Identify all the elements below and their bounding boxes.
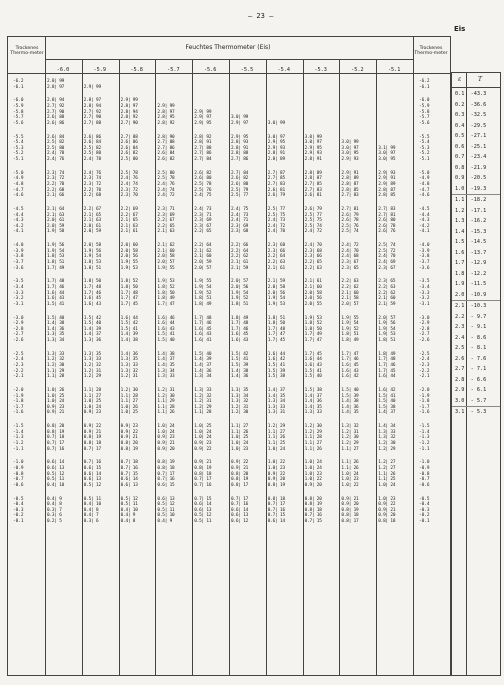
column-rule — [119, 59, 120, 675]
side-row: 1.1 -18.2 — [455, 197, 487, 203]
table-cell: 2.2| 64 2.1| 62 2.1| 60 2.0| 59 2.0| 57 — [194, 243, 212, 271]
table-cell: 1.8| 49 1.7| 48 1.7| 46 1.7| 45 1.6| 44 — [378, 351, 396, 380]
table-cell: 1.0| 25 1.0| 24 1.0| 24 0.9| 23 0.9| 22 — [194, 424, 212, 452]
side-row: 1.0 -19.3 — [452, 184, 500, 196]
row-label-right: -0.5 -0.4 -0.3 -0.2 -0.1 — [419, 496, 430, 524]
column-rule — [45, 37, 46, 675]
column-header: -5.5 — [240, 67, 254, 73]
table-cell: 2.3| 71 2.3| 69 2.2| 67 2.2| 65 2.1| 63 — [157, 207, 175, 235]
table-cell: 1.8| 49 1.7| 48 1.7| 46 1.6| 45 1.6| 43 — [231, 315, 249, 343]
row-label-left: -5.5 -5.4 -5.3 -5.2 -5.1 — [13, 134, 24, 162]
side-header-t: T — [478, 76, 483, 83]
table-cell: 0.7| 16 0.6| 15 0.6| 14 0.6| 13 0.5| 12 — [83, 460, 101, 488]
row-label-right: -1.5 -1.4 -1.3 -1.2 -1.1 — [419, 424, 430, 452]
table-cell: 1.3| 32 1.2| 31 1.2| 30 1.2| 29 1.1| 27 — [341, 424, 359, 452]
table-cell: 1.3| 33 1.2| 32 1.2| 30 1.1| 29 1.1| 28 — [47, 351, 65, 380]
side-row: 0.8 -21.9 — [455, 164, 487, 171]
table-cell: 2.9| 91 2.8| 89 2.8| 87 2.8| 85 2.7| 83 — [341, 170, 359, 199]
row-label-left: -2.0 -1.9 -1.8 -1.7 -1.6 — [13, 388, 24, 416]
table-cell: 1.8| 50 1.7| 48 1.7| 46 1.6| 45 1.6| 43 — [83, 279, 101, 307]
table-cell: 2.7| 87 2.7| 85 2.7| 83 2.6| 81 2.6| 79 — [267, 170, 285, 199]
side-row: 0.1 -43.3 — [455, 91, 487, 97]
table-cell: 2.8| 92 2.8| 91 2.7| 88 2.7| 86 2.7| 84 — [194, 134, 212, 162]
row-label-left: -5.0 -4.9 -4.8 -4.7 -4.6 — [13, 170, 24, 199]
table-cell: 2.7| 84 2.6| 82 2.6| 80 2.5| 79 2.5| 77 — [231, 170, 249, 199]
side-row: 1.3 -16.2 — [455, 218, 487, 224]
column-header: -5.4 — [277, 67, 291, 73]
page-number: — 23 — — [248, 12, 274, 20]
table-cell: 2.1| 64 2.1| 63 2.0| 61 2.0| 59 1.9| 58 — [47, 207, 65, 235]
table-cell: 2.8| 99 2.8| 97 — [47, 79, 65, 90]
table-cell: 1.0| 24 1.0| 24 1.0| 23 1.0| 22 0.9| 20 — [304, 460, 322, 488]
table-cell: 2.7| 83 2.7| 81 2.6| 80 2.6| 78 2.6| 76 — [378, 207, 396, 235]
row-label-left: -6.0 -5.9 -5.8 -5.7 -5.6 — [13, 98, 24, 126]
table-cell: 3.0| 99 3.0| 97 2.9| 95 2.9| 93 2.8| 91 — [304, 134, 322, 162]
table-cell: 1.5| 42 1.5| 40 1.4| 39 1.4| 37 1.3| 36 — [83, 315, 101, 343]
table-cell: 3.1| 99 3.0| 97 3.0| 95 — [378, 145, 396, 162]
side-table-header — [452, 73, 500, 88]
table-cell: 0.8| 19 0.8| 18 0.7| 17 0.7| 16 0.6| 15 — [157, 460, 175, 488]
table-cell: 0.9| 22 0.9| 21 0.8| 20 0.8| 19 0.8| 17 — [231, 460, 249, 488]
table-cell: 1.1| 28 1.1| 27 1.0| 25 1.0| 24 0.9| 23 — [83, 388, 101, 416]
table-cell: 1.9| 55 1.9| 54 1.9| 52 1.8| 51 1.8| 49 — [341, 315, 359, 343]
table-cell: 1.3| 33 1.2| 32 1.2| 31 1.2| 29 1.1| 28 — [194, 388, 212, 416]
side-row: 1.4 -15.3 — [455, 228, 487, 235]
table-cell: 1.0| 26 1.0| 25 1.0| 24 0.9| 23 0.9| 21 — [47, 388, 65, 416]
side-header-e: ε — [458, 76, 462, 83]
table-cell: 1.5| 38 1.4| 37 1.4| 36 1.4| 35 1.3| 33 — [304, 388, 322, 416]
table-cell: 2.9| 93 2.9| 91 2.9| 89 2.8| 87 2.8| 85 — [378, 170, 396, 199]
side-row: 2.8 - 6.6 — [455, 376, 487, 383]
side-row: 0.2 -36.6 — [455, 101, 487, 108]
table-cell: 1.3| 35 1.3| 33 1.2| 32 1.2| 31 1.2| 29 — [83, 351, 101, 380]
table-cell: 0.8| 18 0.7| 17 0.7| 16 0.7| 15 0.6| 14 — [267, 496, 285, 524]
main-header-rule — [45, 59, 413, 60]
row-label-right: -3.0 -2.9 -2.8 -2.7 -2.6 — [419, 315, 430, 343]
header-rule — [8, 73, 450, 74]
side-row: 1.7 -12.9 — [455, 260, 487, 266]
table-cell: 2.0| 57 1.9| 56 1.9| 54 1.9| 53 1.8| 51 — [378, 315, 396, 343]
column-header: -5.8 — [130, 67, 143, 73]
row-label-left: -3.5 -3.4 -3.3 -3.2 -3.1 — [13, 279, 24, 307]
table-cell: 0.9| 21 0.9| 20 0.8| 19 0.8| 18 0.8| 17 — [341, 496, 359, 524]
row-label-left: -1.5 -1.4 -1.3 -1.2 -1.1 — [13, 424, 24, 452]
row-label-right: -2.0 -1.9 -1.8 -1.7 -1.6 — [419, 388, 430, 416]
table-cell: 1.1| 27 1.1| 26 1.0| 25 1.0| 24 1.0| 23 — [231, 424, 249, 452]
right-header: Trockenes Thermo-meter — [414, 46, 448, 57]
side-row: 1.2 -17.1 — [455, 207, 487, 214]
table-cell: 2.5| 74 2.5| 72 2.4| 70 2.4| 69 2.3| 67 — [378, 243, 396, 271]
row-label-left: -3.0 -2.9 -2.8 -2.7 -2.6 — [13, 315, 24, 343]
column-rule — [413, 37, 414, 675]
column-header: -5.2 — [351, 67, 364, 73]
side-row: 1.6 -13.7 — [455, 249, 487, 256]
table-cell: 3.0| 99 — [267, 120, 285, 126]
table-cell: 1.9| 56 1.9| 54 1.8| 53 1.8| 51 1.7| 49 — [47, 243, 65, 271]
side-row: 2.3 - 9.1 — [455, 324, 487, 330]
table-cell: 0.8| 20 0.8| 19 0.7| 18 0.7| 17 0.7| 16 — [47, 424, 65, 452]
side-row: 0.7 -23.4 — [455, 154, 487, 160]
side-row: 2.6 - 7.6 — [455, 355, 487, 362]
side-row: 2.9 - 6.1 — [455, 387, 487, 393]
table-cell: 2.8| 89 2.8| 87 2.7| 85 2.7| 83 2.6| 81 — [304, 170, 322, 199]
table-cell: 1.2| 30 1.1| 28 1.1| 27 1.0| 26 1.0| 25 — [120, 388, 138, 416]
table-cell: 2.1| 61 2.1| 60 2.0| 58 2.0| 56 2.0| 55 — [304, 279, 322, 307]
table-cell: 1.0| 22 1.0| 23 0.9| 22 0.9| 20 0.8| 19 — [267, 460, 285, 488]
table-cell: 0.6| 13 0.5| 12 0.5| 11 0.5| 10 0.4| 9 — [157, 496, 175, 524]
column-rule — [376, 59, 377, 675]
table-cell: 1.0| 23 0.9| 22 0.9| 21 0.9| 20 0.8| 18 — [378, 496, 396, 524]
side-table — [451, 72, 501, 676]
table-cell: 0.8| 20 0.8| 19 0.8| 18 0.7| 16 0.7| 15 — [304, 496, 322, 524]
table-cell: 1.4| 36 1.3| 35 1.3| 33 1.3| 32 1.2| 31 — [120, 351, 138, 380]
side-row: 2.7 - 7.1 — [455, 366, 487, 372]
table-cell: 1.6| 44 1.5| 42 1.5| 41 1.4| 39 1.4| 38 — [120, 315, 138, 343]
table-cell: 2.9| 95 2.8| 93 2.8| 91 2.8| 88 2.7| 86 — [231, 134, 249, 162]
table-cell: 1.8| 51 1.8| 50 1.7| 48 1.7| 47 1.7| 45 — [267, 315, 285, 343]
column-rule — [229, 59, 230, 675]
side-row: 2.2 - 9.7 — [455, 313, 487, 320]
column-rule — [303, 59, 304, 675]
row-label-right: -5.5 -5.4 -5.3 -5.2 -5.1 — [419, 134, 430, 162]
table-cell: 2.8| 94 2.7| 92 2.7| 90 2.6| 88 2.6| 86 — [47, 98, 65, 126]
column-rule — [339, 59, 340, 675]
table-cell: 2.6| 84 2.5| 82 2.5| 80 2.4| 78 2.4| 76 — [47, 134, 65, 162]
column-header: -5.6 — [203, 67, 217, 73]
table-cell: 0.5| 11 0.4| 10 0.4| 8 0.4| 7 0.3| 6 — [83, 496, 101, 524]
side-row: 1.9 -11.5 — [455, 281, 487, 287]
table-cell: 2.2| 66 2.2| 64 2.2| 62 2.1| 61 2.1| 59 — [231, 243, 249, 271]
table-cell: 2.9| 99 — [83, 84, 101, 90]
table-cell: 1.3| 35 1.3| 34 1.3| 32 1.2| 31 1.2| 30 — [231, 388, 249, 416]
column-rule — [82, 59, 83, 675]
table-cell: 2.4| 75 2.4| 73 2.4| 71 2.3| 69 2.3| 68 — [231, 207, 249, 235]
table-cell: 1.4| 37 1.4| 35 1.3| 34 1.3| 33 1.3| 31 — [267, 388, 285, 416]
table-cell: 0.7| 18 0.7| 16 0.7| 15 0.6| 14 0.6| 13 — [120, 460, 138, 488]
table-cell: 1.4| 34 1.3| 33 1.3| 32 1.2| 30 1.2| 29 — [378, 424, 396, 452]
row-label-left: -6.2 -6.1 — [13, 79, 24, 90]
column-rule — [266, 59, 267, 675]
table-cell: 2.0| 57 2.0| 56 1.9| 54 1.9| 52 1.8| 51 — [231, 279, 249, 307]
table-cell: 2.4| 73 2.3| 71 2.3| 69 2.3| 67 2.2| 65 — [194, 207, 212, 235]
side-row: 0.9 -20.5 — [455, 175, 487, 181]
table-cell: 0.7| 17 0.7| 16 0.6| 14 0.6| 13 0.6| 12 — [231, 496, 249, 524]
column-header: -5.3 — [314, 67, 327, 73]
table-cell: 0.9| 22 0.9| 21 0.8| 19 0.8| 18 0.7| 17 — [83, 424, 101, 452]
main-header: Feuchtes Thermometer (Eis) — [185, 44, 271, 51]
column-rule — [192, 59, 193, 675]
table-cell: 1.7| 48 1.7| 46 1.6| 44 1.6| 43 1.5| 41 — [47, 279, 65, 307]
table-cell: 1.5| 42 1.5| 41 1.5| 39 1.4| 38 1.4| 36 — [231, 351, 249, 380]
table-cell: 2.9| 99 2.8| 97 2.8| 94 2.8| 92 2.7| 90 — [120, 98, 138, 126]
table-cell: 0.9| 23 0.9| 22 0.9| 21 0.8| 20 0.8| 19 — [120, 424, 138, 452]
table-cell: 1.6| 42 1.5| 41 1.5| 40 1.5| 38 1.4| 37 — [378, 388, 396, 416]
table-cell: 0.5| 12 0.5| 11 0.4| 10 0.4| 9 0.4| 8 — [120, 496, 138, 524]
table-cell: 1.2| 31 1.2| 30 1.1| 29 1.1| 28 1.1| 26 — [157, 388, 175, 416]
table-cell: 2.9| 99 2.8| 97 2.8| 95 2.8| 92 — [157, 103, 175, 126]
table-cell: 1.2| 30 1.2| 29 1.1| 28 1.1| 27 1.1| 26 — [304, 424, 322, 452]
table-cell: 1.8| 52 1.8| 50 1.7| 48 1.7| 47 1.7| 45 — [120, 279, 138, 307]
side-row: 2.1 -10.3 — [455, 303, 487, 309]
side-row: 0.5 -27.1 — [455, 133, 487, 139]
row-label-right: -6.2 -6.1 — [419, 79, 430, 90]
side-row: 1.8 -12.2 — [455, 270, 487, 277]
table-cell: 2.4| 70 2.3| 68 2.3| 66 2.2| 65 2.2| 63 — [304, 243, 322, 271]
side-row: 2.4 - 8.6 — [455, 334, 487, 341]
column-header: -6.0 — [56, 67, 70, 73]
table-cell: 2.5| 78 2.4| 76 2.4| 74 2.3| 72 2.3| 70 — [120, 170, 138, 199]
row-label-right: -4.0 -3.9 -3.8 -3.7 -3.6 — [419, 243, 430, 271]
row-label-right: -2.5 -2.4 -2.3 -2.2 -2.1 — [419, 351, 430, 380]
row-label-right: -3.5 -3.4 -3.3 -3.2 -3.1 — [419, 279, 430, 307]
table-cell: 3.0| 97 2.9| 95 2.9| 93 2.8| 91 2.8| 89 — [267, 134, 285, 162]
table-cell: 1.0| 24 1.0| 24 0.9| 23 0.9| 21 0.9| 20 — [157, 424, 175, 452]
table-cell: 1.2| 27 1.2| 27 1.1| 26 1.1| 25 1.0| 24 — [378, 460, 396, 488]
table-cell: 2.6| 86 2.6| 84 2.5| 82 2.5| 80 2.4| 78 — [83, 134, 101, 162]
table-cell: 1.5| 40 1.5| 39 1.4| 38 1.4| 36 1.4| 35 — [341, 388, 359, 416]
side-row: 0.4 -29.5 — [455, 122, 487, 129]
side-row: 0.3 -32.5 — [455, 112, 487, 118]
row-label-right: -6.0 -5.9 -5.8 -5.7 -5.6 — [419, 98, 430, 126]
table-cell: 2.3| 74 2.3| 72 2.2| 70 2.2| 68 2.1| 66 — [47, 170, 65, 199]
table-cell: 2.6| 82 2.6| 80 2.5| 78 2.5| 76 2.4| 75 — [194, 170, 212, 199]
table-cell: 1.4| 38 1.4| 37 1.4| 35 1.3| 34 1.3| 33 — [157, 351, 175, 380]
side-table-rows — [452, 89, 500, 418]
table-cell: 2.3| 68 2.3| 66 2.2| 64 2.2| 63 2.1| 61 — [267, 243, 285, 271]
table-cell: 1.1| 26 1.1| 26 1.0| 24 1.0| 23 1.0| 22 — [341, 460, 359, 488]
table-cell: 1.2| 29 1.1| 27 1.1| 26 1.1| 25 1.0| 24 — [267, 424, 285, 452]
table-cell: 0.9| 21 0.8| 19 0.8| 18 0.7| 17 0.7| 16 — [194, 460, 212, 488]
side-row: 1.5 -14.5 — [455, 239, 487, 245]
side-row: 2.0 -10.9 — [452, 290, 500, 302]
table-cell: 0.4| 9 0.4| 8 0.3| 7 0.3| 6 0.2| 5 — [47, 496, 62, 524]
table-cell: 2.2| 63 2.2| 62 2.1| 60 2.1| 58 2.0| 57 — [341, 279, 359, 307]
table-cell: 1.5| 40 1.4| 39 1.4| 37 1.4| 36 1.3| 34 — [194, 351, 212, 380]
table-cell: 2.6| 79 2.5| 77 2.5| 75 2.5| 74 2.4| 72 — [304, 207, 322, 235]
side-row: 0.6 -25.1 — [455, 143, 487, 150]
table-cell: 2.1| 62 2.1| 60 2.0| 58 2.0| 57 1.9| 55 — [157, 243, 175, 271]
row-label-left: -1.0 -0.9 -0.8 -0.7 -0.6 — [13, 460, 24, 488]
table-cell: 2.0| 58 1.9| 56 1.9| 54 1.8| 53 1.8| 51 — [83, 243, 101, 271]
table-cell: 2.5| 77 2.5| 75 2.4| 73 2.4| 72 2.4| 70 — [267, 207, 285, 235]
table-cell: 0.6| 14 0.6| 13 0.5| 12 0.5| 11 0.4| 10 — [47, 460, 65, 488]
side-row: 3.0 - 5.7 — [452, 396, 500, 408]
table-cell: 1.9| 53 1.8| 52 1.8| 50 1.8| 49 1.7| 47 — [157, 279, 175, 307]
column-header: -5.1 — [387, 67, 401, 73]
table-cell: 2.7| 81 2.6| 79 2.6| 78 2.5| 76 2.5| 74 — [341, 207, 359, 235]
table-cell: 2.4| 72 2.4| 70 2.4| 68 2.3| 67 2.3| 65 — [341, 243, 359, 271]
table-cell: 3.0| 99 2.9| 97 — [231, 115, 249, 126]
side-row: 2.5 - 8.1 — [455, 345, 487, 351]
left-header: Trockenes Thermo-meter — [10, 46, 44, 57]
row-label-left: -2.5 -2.4 -2.3 -2.2 -2.1 — [13, 351, 24, 380]
table-cell: 2.0| 60 2.0| 58 2.0| 56 1.9| 55 1.9| 53 — [120, 243, 138, 271]
table-cell: 2.5| 80 2.5| 78 2.4| 76 2.4| 74 2.4| 72 — [157, 170, 175, 199]
table-cell: 1.6| 44 1.6| 42 1.5| 41 1.5| 39 1.5| 38 — [267, 351, 285, 380]
table-cell: 2.8| 97 2.8| 94 2.7| 92 2.7| 90 2.7| 88 — [83, 98, 101, 126]
table-cell: 1.7| 47 1.7| 46 1.6| 45 1.6| 43 1.6| 42 — [341, 351, 359, 380]
table-cell: 2.8| 90 2.7| 88 2.7| 86 2.6| 84 2.6| 82 — [157, 134, 175, 162]
table-cell: 2.2| 69 2.2| 67 2.1| 65 2.1| 63 2.1| 61 — [120, 207, 138, 235]
row-label-right: -5.0 -4.9 -4.8 -4.7 -4.6 — [419, 170, 430, 199]
row-label-left: -4.5 -4.4 -4.3 -4.2 -4.1 — [13, 207, 24, 235]
column-rule — [155, 59, 156, 675]
column-header: -5.9 — [93, 67, 107, 73]
main-table — [7, 36, 451, 676]
table-cell: 2.1| 59 2.0| 58 2.0| 56 1.9| 54 1.9| 53 — [267, 279, 285, 307]
table-cell: 3.0| 99 3.0| 97 3.0| 95 2.9| 93 — [341, 140, 359, 162]
row-label-left: -0.5 -0.4 -0.3 -0.2 -0.1 — [13, 496, 24, 524]
side-row: 3.1 - 5.3 — [455, 409, 487, 415]
table-cell: 0.7| 15 0.6| 14 0.6| 13 0.5| 12 0.5| 11 — [194, 496, 212, 524]
table-cell: 1.7| 45 1.6| 44 1.6| 43 1.5| 41 1.5| 40 — [304, 351, 322, 380]
table-cell: 1.6| 46 1.6| 44 1.6| 43 1.5| 41 1.5| 40 — [157, 315, 175, 343]
table-cell: 2.9| 99 2.9| 97 2.9| 95 — [194, 109, 212, 126]
table-cell: 2.3| 65 2.2| 63 2.2| 62 2.1| 60 2.1| 59 — [378, 279, 396, 307]
table-cell: 2.7| 88 2.6| 86 2.6| 84 2.6| 82 2.5| 80 — [120, 134, 138, 162]
row-label-right: -4.5 -4.4 -4.3 -4.2 -4.1 — [419, 207, 430, 235]
row-label-left: -4.0 -3.9 -3.8 -3.7 -3.6 — [13, 243, 24, 271]
table-cell: 1.9| 53 1.8| 52 1.8| 50 1.7| 49 1.7| 47 — [304, 315, 322, 343]
table-cell: 1.5| 40 1.4| 38 1.4| 36 1.3| 35 1.3| 34 — [47, 315, 65, 343]
row-label-right: -1.0 -0.9 -0.8 -0.7 -0.6 — [419, 460, 430, 488]
table-cell: 1.7| 48 1.7| 46 1.6| 45 1.6| 43 1.6| 41 — [194, 315, 212, 343]
table-cell: 2.2| 67 2.1| 65 2.1| 63 2.0| 61 2.0| 59 — [83, 207, 101, 235]
table-title: Eis — [454, 25, 466, 33]
column-header: -5.7 — [167, 67, 180, 73]
table-cell: 2.4| 76 2.3| 74 2.3| 72 2.2| 70 2.2| 68 — [83, 170, 101, 199]
table-cell: 1.9| 55 1.9| 54 1.9| 52 1.8| 51 1.8| 49 — [194, 279, 212, 307]
